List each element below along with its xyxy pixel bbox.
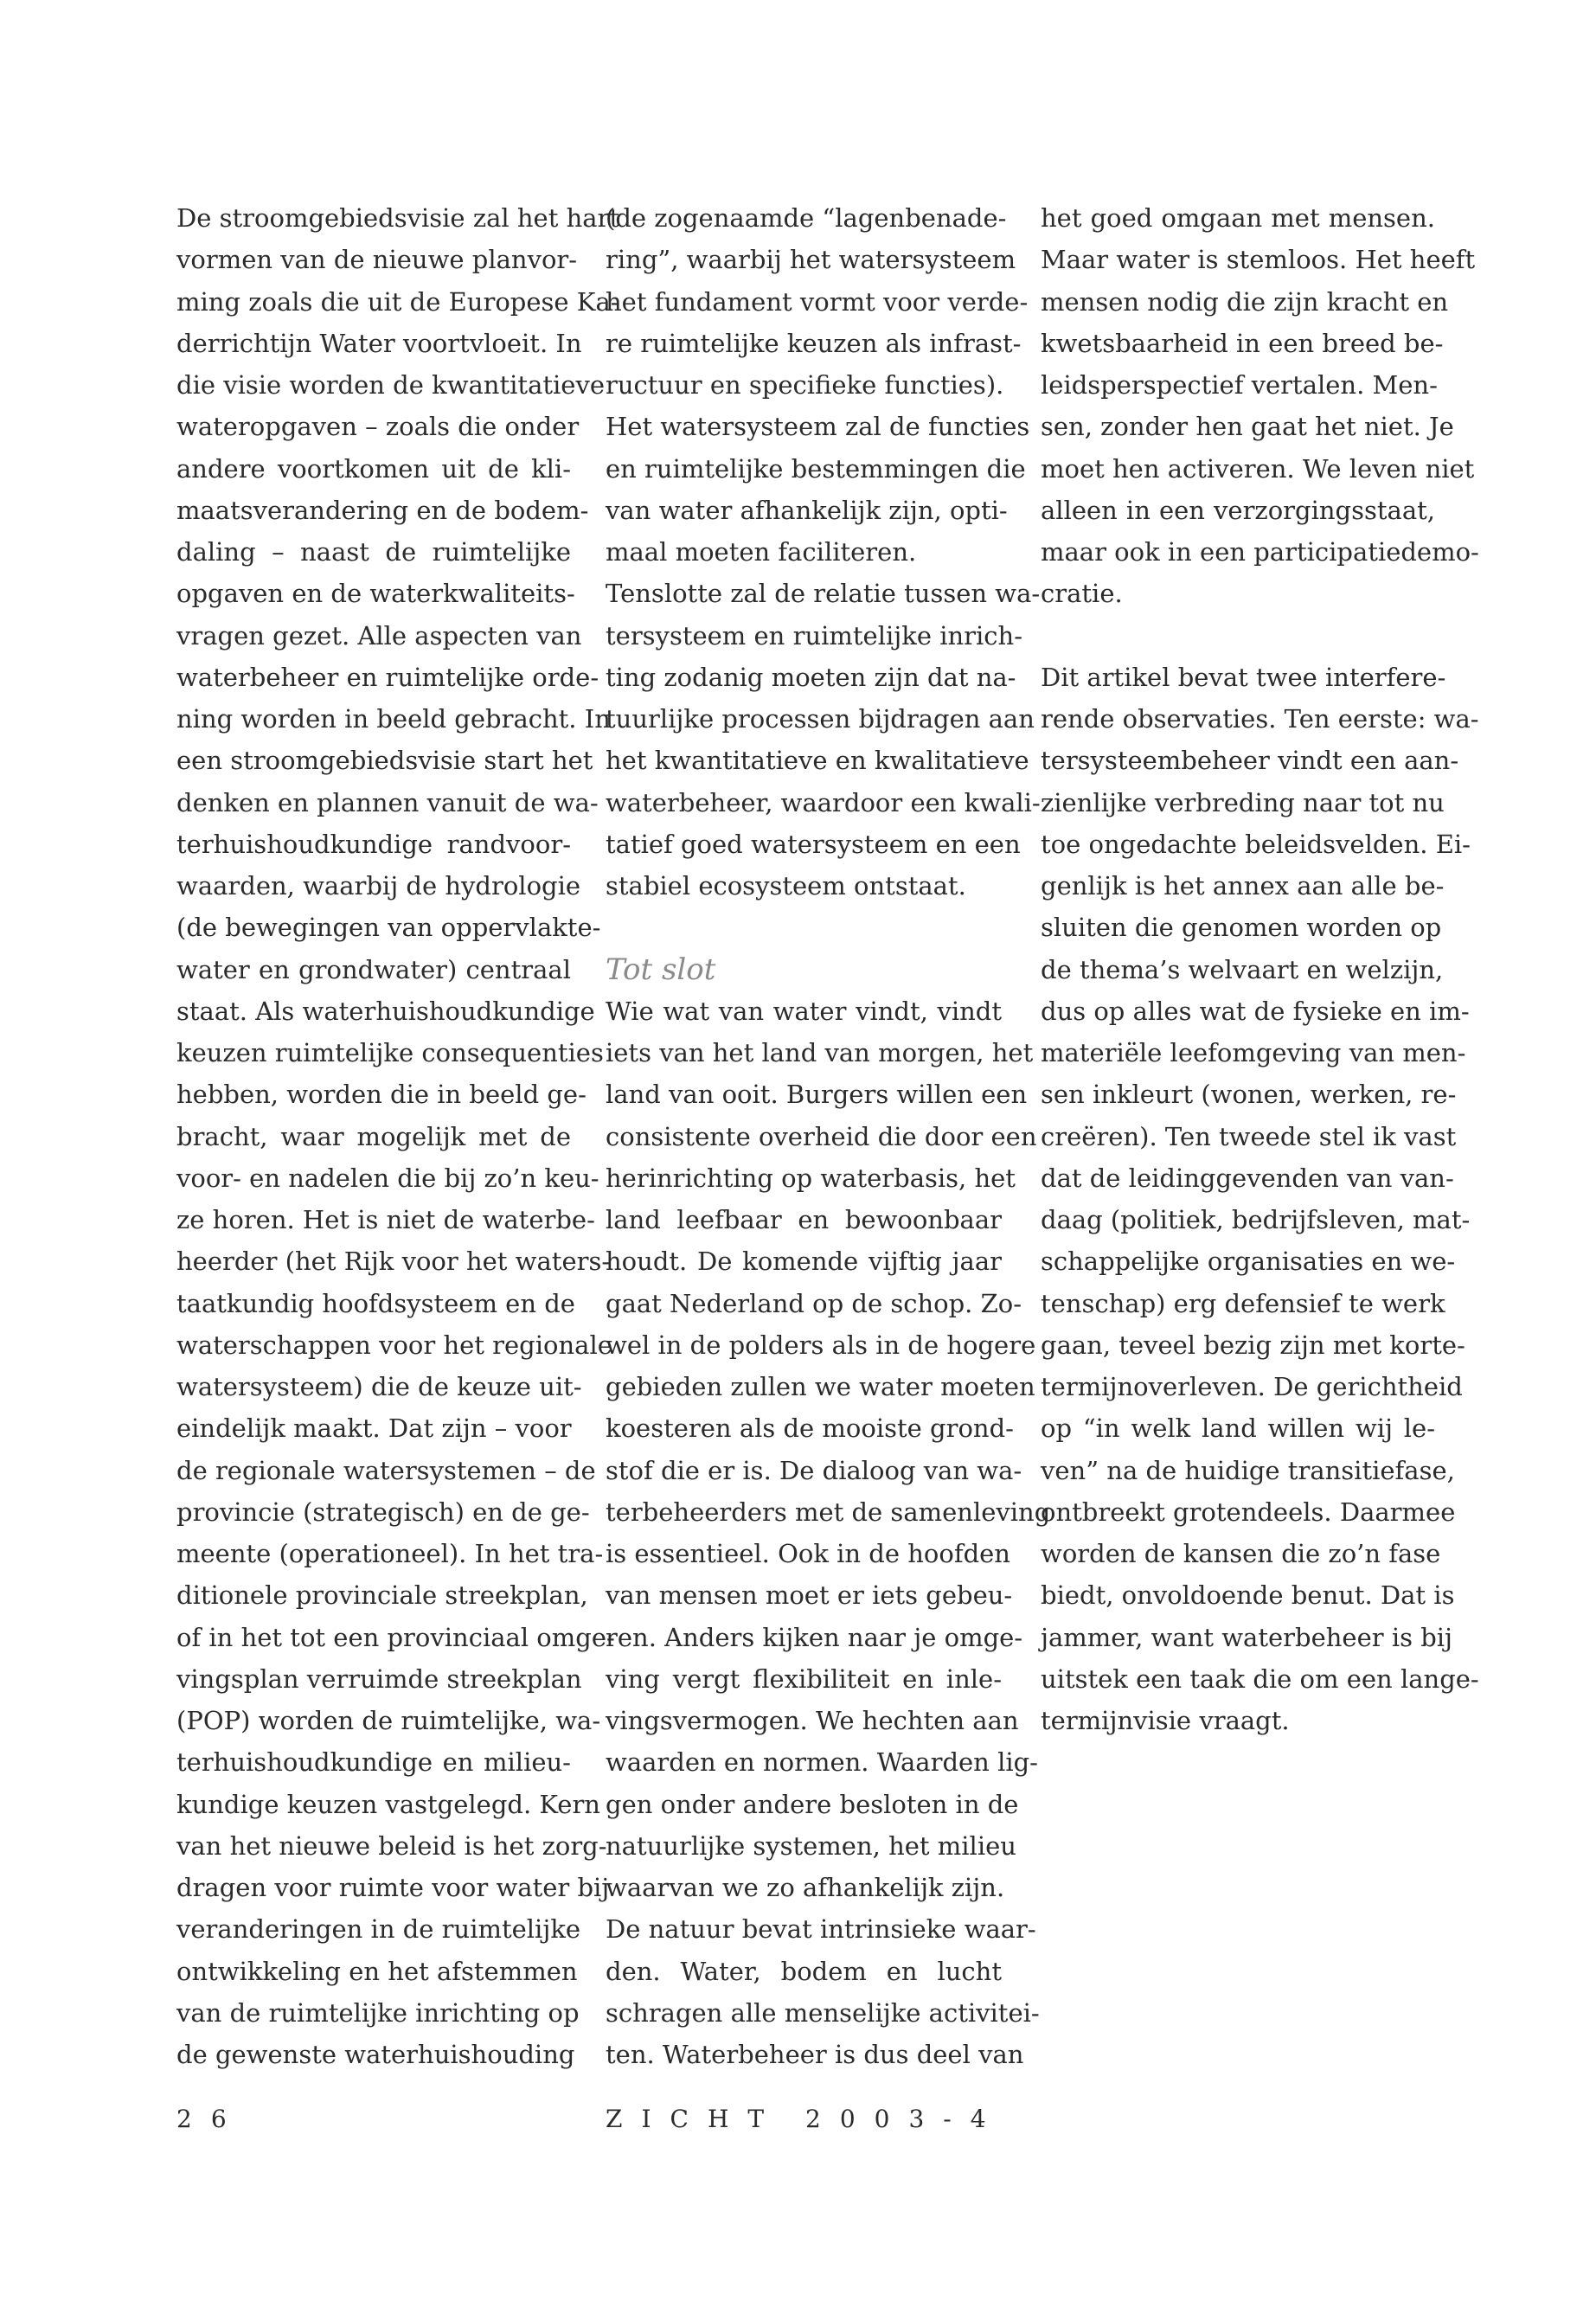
text-line: ten. Waterbeheer is dus deel van: [606, 2040, 1024, 2069]
text-line: provincie (strategisch) en de ge-: [176, 1497, 590, 1527]
text-line: sen, zonder hen gaat het niet. Je: [1041, 412, 1454, 442]
text-line: veranderingen in de ruimtelijke: [176, 1914, 581, 1945]
text-line: ren. Anders kijken naar je omge-: [606, 1622, 1023, 1652]
paragraph-tenslotte: [606, 573, 1041, 907]
text-line: (POP) worden de ruimtelijke, wa-: [176, 1706, 601, 1735]
text-line: van mensen moet er iets gebeu-: [606, 1580, 1013, 1611]
text-line: ning worden in beeld gebracht. In: [176, 704, 611, 734]
text-line: maal moeten faciliteren.: [606, 537, 917, 567]
text-line: uitstek een taak die om een lange-: [1041, 1663, 1479, 1694]
text-line: moet hen activeren. We leven niet: [1041, 453, 1475, 484]
text-line: de thema’s welvaart en welzijn,: [1041, 954, 1444, 984]
text-line: De stroomgebiedsvisie zal het hart: [176, 203, 620, 233]
text-line: tenschap) erg defensief te werk: [1041, 1288, 1445, 1318]
paragraph-tot-slot: [606, 990, 1051, 2076]
text-line: daling – naast de ruimtelijke: [176, 537, 571, 567]
text-line: alleen in een verzorgingsstaat,: [1041, 495, 1435, 525]
text-line: heerder (het Rijk voor het waters-: [176, 1247, 611, 1277]
text-line: daag (politiek, bedrijfsleven, mat-: [1041, 1205, 1471, 1234]
text-line: land van ooit. Burgers willen een: [606, 1080, 1028, 1110]
text-line: termijnvisie vraagt.: [1041, 1706, 1290, 1735]
text-line: jammer, want waterbeheer is bij: [1041, 1622, 1453, 1652]
text-line: watersysteem) die de keuze uit-: [176, 1372, 582, 1401]
text-line: vingsplan verruimde streekplan: [176, 1663, 582, 1694]
text-line: waarden, waarbij de hydrologie: [176, 871, 581, 901]
text-line: ring”, waarbij het watersysteem: [606, 245, 1016, 275]
text-line: leidsperspectief vertalen. Men-: [1041, 370, 1438, 400]
text-line: vingsvermogen. We hechten aan: [606, 1706, 1019, 1735]
text-line: hebben, worden die in beeld ge-: [176, 1080, 586, 1110]
text-line: waterbeheer, waardoor een kwali-: [606, 787, 1041, 817]
text-line: cratie.: [1041, 579, 1123, 609]
section-heading-tot-slot: Tot slot: [606, 952, 716, 987]
text-column-2: [606, 197, 1051, 2075]
text-line: consistente overheid die door een: [606, 1121, 1037, 1151]
text-line: Dit artikel bevat twee interfere-: [1041, 662, 1446, 692]
text-line: rende observaties. Ten eerste: wa-: [1041, 704, 1479, 734]
text-line: mensen nodig die zijn kracht en: [1041, 286, 1449, 317]
text-line: het kwantitatieve en kwalitatieve: [606, 746, 1029, 776]
text-line: materiële leefomgeving van men-: [1041, 1038, 1466, 1067]
text-line: herinrichting op waterbasis, het: [606, 1163, 1016, 1193]
text-line: van het nieuwe beleid is het zorg-: [176, 1830, 607, 1861]
text-line: (de zogenaamde “lagenbenade-: [606, 203, 1007, 233]
text-line: stof die er is. De dialoog van wa-: [606, 1455, 1022, 1485]
text-line: genlijk is het annex aan alle be-: [1041, 871, 1445, 901]
text-line: bracht, waar mogelijk met de: [176, 1121, 571, 1151]
text-line: waterschappen voor het regionale: [176, 1330, 612, 1360]
text-line: de regionale watersystemen – de: [176, 1455, 596, 1485]
text-line: op “in welk land willen wij le-: [1041, 1413, 1435, 1444]
journal-issue: 2003-4: [805, 2105, 1005, 2133]
text-line: ming zoals die uit de Europese Ka-: [176, 286, 619, 317]
text-line: eindelijk maakt. Dat zijn – voor: [176, 1413, 572, 1444]
text-line: gebieden zullen we water moeten: [606, 1372, 1035, 1401]
text-line: ditionele provinciale streekplan,: [176, 1580, 588, 1611]
text-line: den. Water, bodem en lucht: [606, 1956, 1002, 1986]
text-line: kwetsbaarheid in een breed be-: [1041, 328, 1444, 358]
text-line: gaat Nederland op de schop. Zo-: [606, 1288, 1022, 1318]
text-line: land leefbaar en bewoonbaar: [606, 1205, 1002, 1234]
text-line: houdt. De komende vijftig jaar: [606, 1247, 1002, 1277]
text-line: andere voortkomen uit de kli-: [176, 453, 571, 484]
text-line: wateropgaven – zoals die onder: [176, 412, 580, 442]
text-line: is essentieel. Ook in de hoofden: [606, 1539, 1010, 1568]
text-line: derrichtijn Water voortvloeit. In: [176, 328, 582, 358]
text-line: worden de kansen die zo’n fase: [1041, 1539, 1441, 1568]
text-column-3: [1041, 197, 1479, 1741]
text-line: water en grondwater) centraal: [176, 954, 571, 984]
page-number: 26: [176, 2105, 246, 2133]
text-line: waarvan we zo afhankelijk zijn.: [606, 1873, 1005, 1902]
text-line: Maar water is stemloos. Het heeft: [1041, 245, 1476, 275]
text-line: die visie worden de kwantitatieve: [176, 370, 605, 400]
text-line: keuzen ruimtelijke consequenties: [176, 1038, 604, 1067]
text-line: Wie wat van water vindt, vindt: [606, 996, 1002, 1026]
text-line: schappelijke organisaties en we-: [1041, 1247, 1456, 1277]
text-line: terhuishoudkundige randvoor-: [176, 829, 571, 859]
text-line: Het watersysteem zal de functies: [606, 412, 1030, 442]
journal-name: ZICHT: [606, 2105, 784, 2133]
text-line: zienlijke verbreding naar tot nu: [1041, 787, 1445, 817]
text-line: ting zodanig moeten zijn dat na-: [606, 662, 1016, 692]
paragraph-observaties: [1041, 657, 1479, 1742]
text-line: dragen voor ruimte voor water bij: [176, 1873, 610, 1902]
text-line: taatkundig hoofdsysteem en de: [176, 1288, 575, 1318]
text-line: en ruimtelijke bestemmingen die: [606, 453, 1026, 484]
text-line: De natuur bevat intrinsieke waar-: [606, 1914, 1036, 1945]
text-column-1: [176, 197, 620, 2075]
text-line: dus op alles wat de fysieke en im-: [1041, 996, 1470, 1026]
text-line: tersysteembeheer vindt een aan-: [1041, 746, 1459, 776]
text-line: sen inkleurt (wonen, werken, re-: [1041, 1080, 1457, 1110]
text-line: een stroomgebiedsvisie start het: [176, 746, 593, 776]
paragraph-lagenbenadering: [606, 197, 1030, 573]
text-line: van water afhankelijk zijn, opti-: [606, 495, 1008, 525]
paragraph-mensen: [1041, 197, 1479, 615]
text-line: het fundament vormt voor verde-: [606, 286, 1029, 317]
text-line: toe ongedachte beleidsvelden. Ei-: [1041, 829, 1471, 859]
text-line: iets van het land van morgen, het: [606, 1038, 1034, 1067]
text-line: maar ook in een participatiedemo-: [1041, 537, 1479, 567]
text-line: Tenslotte zal de relatie tussen wa-: [606, 579, 1041, 609]
text-line: ze horen. Het is niet de waterbe-: [176, 1205, 595, 1234]
text-line: van de ruimtelijke inrichting op: [176, 1997, 580, 2028]
text-line: voor- en nadelen die bij zo’n keu-: [176, 1163, 599, 1193]
text-line: waarden en normen. Waarden lig-: [606, 1747, 1038, 1778]
text-line: ontwikkeling en het afstemmen: [176, 1956, 578, 1986]
text-line: terhuishoudkundige en milieu-: [176, 1747, 571, 1778]
text-line: ontbreekt grotendeels. Daarmee: [1041, 1497, 1456, 1527]
text-line: biedt, onvoldoende benut. Dat is: [1041, 1580, 1455, 1611]
text-line: dat de leidinggevenden van van-: [1041, 1163, 1454, 1193]
text-line: re ruimtelijke keuzen als infrast-: [606, 328, 1022, 358]
text-line: kundige keuzen vastgelegd. Kern: [176, 1789, 600, 1819]
text-line: vragen gezet. Alle aspecten van: [176, 620, 582, 651]
text-line: opgaven en de waterkwaliteits-: [176, 579, 575, 609]
text-line: staat. Als waterhuishoudkundige: [176, 996, 595, 1026]
text-line: termijnoverleven. De gerichtheid: [1041, 1372, 1463, 1401]
text-line: gaan, teveel bezig zijn met korte-: [1041, 1330, 1465, 1360]
text-line: maatsverandering en de bodem-: [176, 495, 589, 525]
text-line: het goed omgaan met mensen.: [1041, 203, 1435, 233]
text-line: terbeheerders met de samenleving: [606, 1497, 1051, 1527]
text-line: koesteren als de mooiste grond-: [606, 1413, 1014, 1444]
text-line: ven” na de huidige transitiefase,: [1041, 1455, 1455, 1485]
text-line: ructuur en specifieke functies).: [606, 370, 1004, 400]
text-line: of in het tot een provinciaal omge-: [176, 1622, 615, 1652]
text-line: gen onder andere besloten in de: [606, 1789, 1019, 1819]
running-footer: [606, 2105, 1028, 2133]
text-line: tatief goed watersysteem en een: [606, 829, 1021, 859]
text-line: (de bewegingen van oppervlakte-: [176, 913, 601, 943]
text-line: denken en plannen vanuit de wa-: [176, 787, 599, 817]
text-line: tersysteem en ruimtelijke inrich-: [606, 620, 1023, 651]
text-line: sluiten die genomen worden op: [1041, 913, 1442, 943]
text-line: wel in de polders als in de hogere: [606, 1330, 1036, 1360]
text-line: vormen van de nieuwe planvor-: [176, 245, 578, 275]
text-line: natuurlijke systemen, het milieu: [606, 1830, 1016, 1861]
text-line: ving vergt flexibiliteit en inle-: [606, 1663, 1002, 1694]
text-line: stabiel ecosysteem ontstaat.: [606, 871, 966, 901]
text-line: de gewenste waterhuishouding: [176, 2040, 575, 2069]
text-line: tuurlijke processen bijdragen aan: [606, 704, 1035, 734]
text-line: creëren). Ten tweede stel ik vast: [1041, 1121, 1457, 1151]
text-line: schragen alle menselijke activitei-: [606, 1997, 1040, 2028]
text-line: meente (operationeel). In het tra-: [176, 1539, 604, 1568]
text-line: waterbeheer en ruimtelijke orde-: [176, 662, 599, 692]
